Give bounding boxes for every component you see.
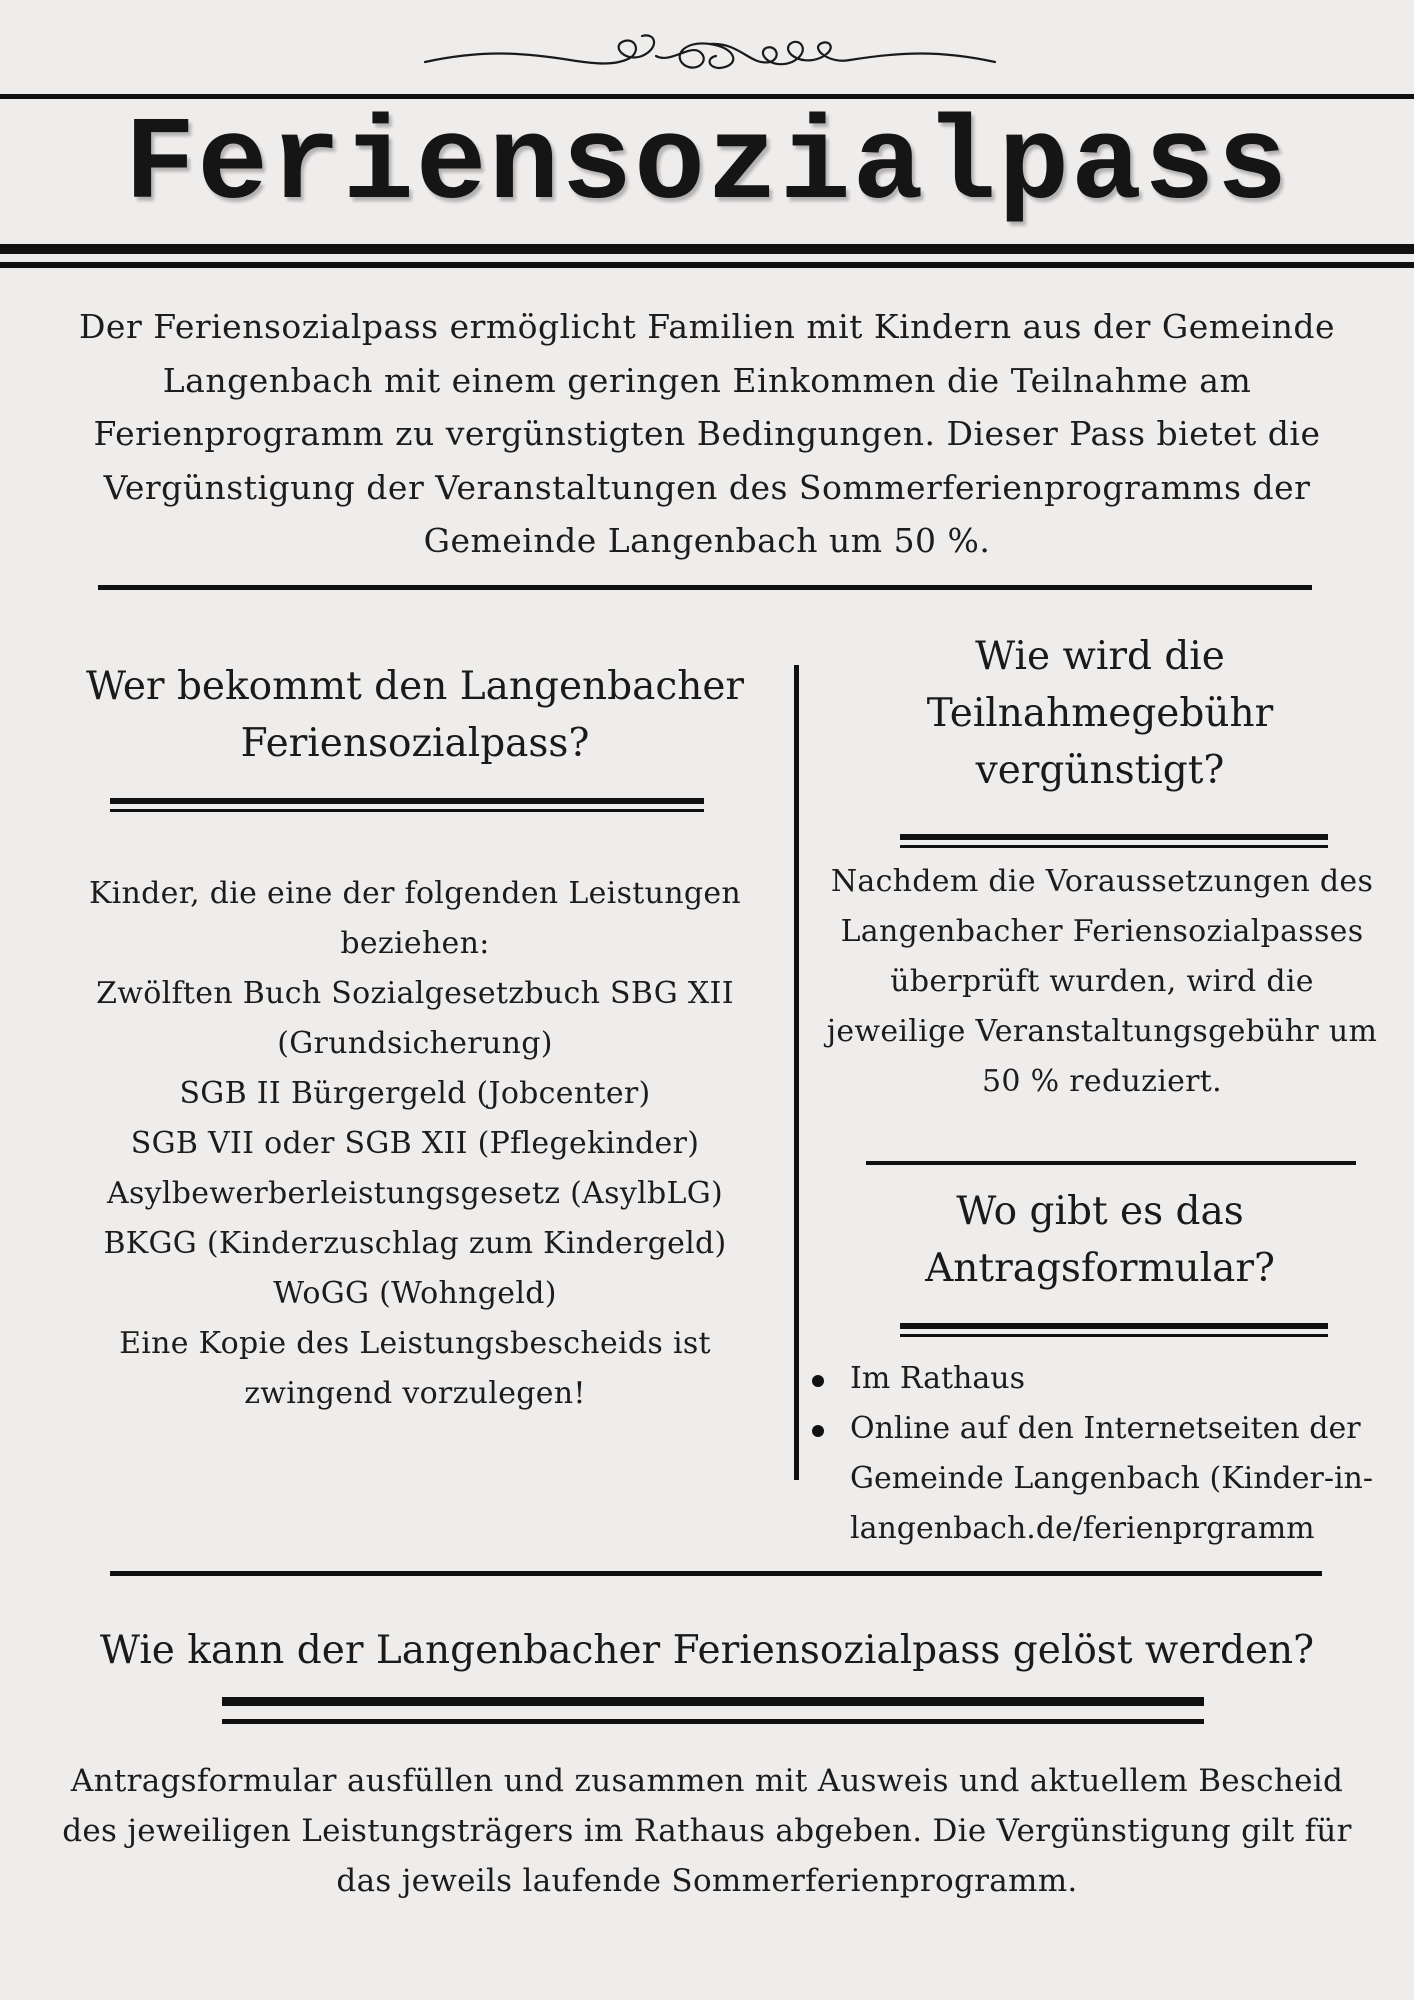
eligibility-line: Asylbewerberleistungsgesetz (AsylbLG) xyxy=(107,1176,723,1211)
eligibility-line: Kinder, die eine der folgenden Leistungen beziehen: xyxy=(88,876,742,961)
eligibility-list xyxy=(60,869,770,1419)
bottom-heading: Wie kann der Langenbacher Feriensozialpass gelöst werden? xyxy=(99,1628,1315,1673)
intro-paragraph: Der Feriensozialpass ermöglicht Familien mit Kindern aus der Gemeinde Langenbach mit einem geringen Einkommen die Teilnahme am Ferienprogramm zu vergünstigten Bedingungen. Dieser Pass bietet die Vergünstigung der Veranstaltungen des Sommerferienprogramms der Gemeinde Langenbach um 50 %. xyxy=(78,307,1336,560)
title-bottom-rule-thick xyxy=(0,244,1414,254)
page-title: Feriensozialpass xyxy=(124,100,1290,233)
list-item xyxy=(800,1354,1400,1404)
right-heading-fee-rule-1 xyxy=(900,834,1328,840)
right-heading-fee: Wie wird die Teilnahmegebühr vergünstigt? xyxy=(926,634,1274,793)
title-top-rule xyxy=(0,94,1414,99)
intro-divider xyxy=(98,585,1312,590)
left-heading-rule-2 xyxy=(110,809,704,812)
title-bottom-rule-thin xyxy=(0,262,1414,268)
eligibility-line: WoGG (Wohngeld) xyxy=(273,1276,557,1311)
eligibility-line: Zwölften Buch Sozialgesetzbuch SBG XII (Grundsicherung) xyxy=(96,976,734,1061)
bottom-paragraph: Antragsformular ausfüllen und zusammen mit Ausweis und aktuellem Bescheid des jeweiligen Leistungsträgers im Rathaus abgeben. Die Vergünstigung gilt für das jeweils laufende Sommerferienprogramm. xyxy=(62,1763,1352,1899)
bottom-heading-rule-1 xyxy=(222,1697,1204,1706)
right-heading-form-rule-1 xyxy=(900,1323,1328,1329)
bullet-icon xyxy=(812,1375,824,1387)
eligibility-line: BKGG (Kinderzuschlag zum Kindergeld) xyxy=(103,1226,727,1261)
left-heading: Wer bekommt den Langenbacher Feriensozialpass? xyxy=(85,664,745,766)
bottom-section-divider xyxy=(110,1571,1322,1576)
right-heading-form: Wo gibt es das Antragsformular? xyxy=(925,1189,1275,1291)
right-heading-fee-rule-2 xyxy=(900,845,1328,848)
eligibility-line: SGB VII oder SGB XII (Pflegekinder) xyxy=(130,1126,700,1161)
list-item-text: Online auf den Internetseiten der Gemeinde Langenbach (Kinder-in-langenbach.de/ferienprgramm xyxy=(850,1411,1374,1546)
list-item-text: Im Rathaus xyxy=(850,1361,1025,1396)
right-section-divider xyxy=(866,1161,1356,1165)
eligibility-line: Eine Kopie des Leistungsbescheids ist zwingend vorzulegen! xyxy=(119,1326,711,1411)
fee-reduction-text: Nachdem die Voraussetzungen des Langenbacher Feriensozialpasses überprüft wurden, wird die jeweilige Veranstaltungsgebühr um 50 % reduziert. xyxy=(826,864,1378,1099)
list-item xyxy=(800,1404,1400,1554)
right-heading-form-rule-2 xyxy=(900,1334,1328,1337)
flourish-ornament-icon xyxy=(420,22,1000,80)
left-heading-rule-1 xyxy=(110,798,704,804)
column-divider xyxy=(794,665,799,1480)
bottom-heading-rule-2 xyxy=(222,1719,1204,1724)
bullet-icon xyxy=(812,1425,824,1437)
eligibility-line: SGB II Bürgergeld (Jobcenter) xyxy=(179,1076,651,1111)
form-location-list xyxy=(800,1354,1400,1554)
